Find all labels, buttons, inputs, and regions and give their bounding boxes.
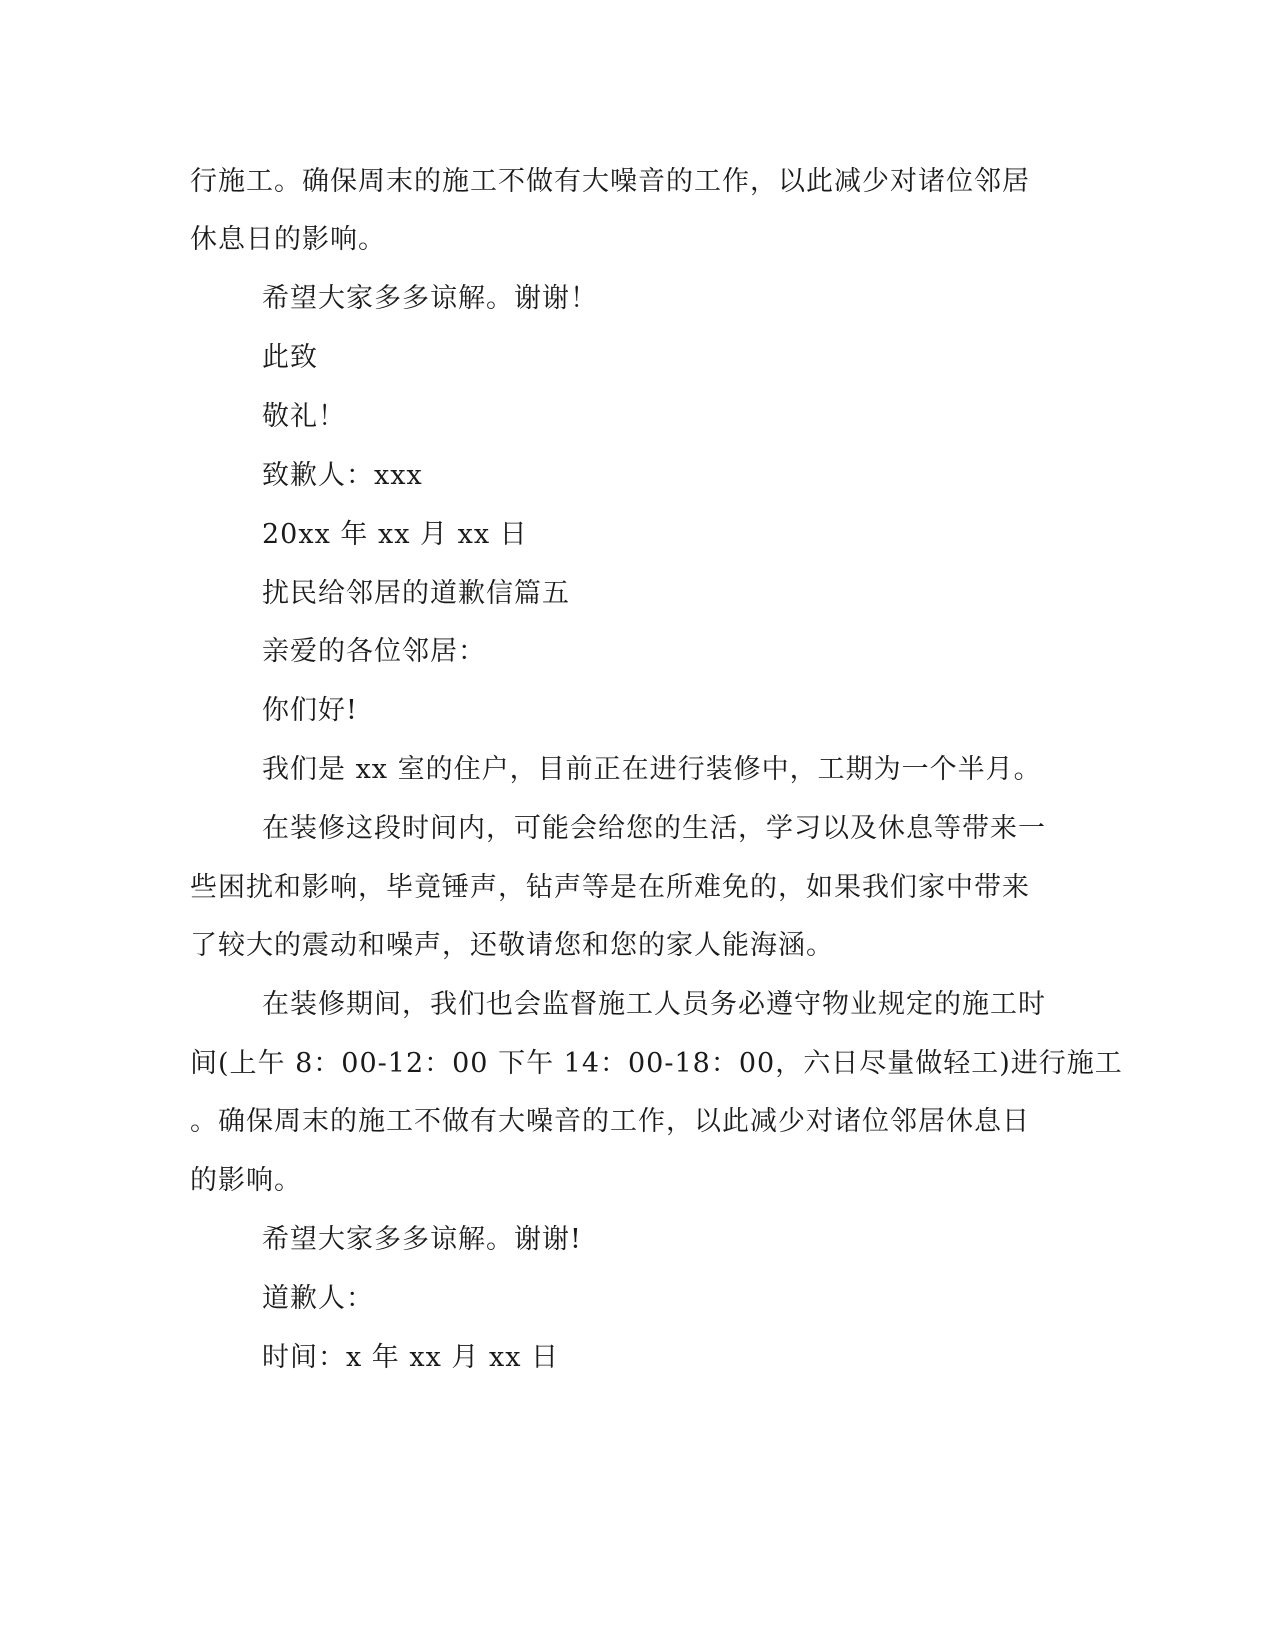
text-line-19: 希望大家多多谅解。谢谢! — [262, 1224, 582, 1255]
text-line-3: 希望大家多多谅解。谢谢！ — [262, 283, 598, 314]
section-title: 扰民给邻居的道歉信篇五 — [262, 578, 570, 609]
text-line-16: 间(上午 8：00-12：00 下午 14：00-18：00，六日尽量做轻工)进行施工 — [190, 1048, 1123, 1079]
text-line-11: 我们是 xx 室的住户，目前正在进行装修中，工期为一个半月。 — [262, 754, 1042, 785]
text-line-15: 在装修期间，我们也会监督施工人员务必遵守物业规定的施工时 — [262, 989, 1046, 1020]
closing-regards: 敬礼！ — [262, 401, 346, 432]
greeting-hello: 你们好! — [262, 695, 358, 726]
signature-name: 致歉人：xxx — [262, 460, 423, 491]
time-label: 时间：x 年 xx 月 xx 日 — [262, 1342, 560, 1373]
closing-salutation: 此致 — [262, 342, 318, 373]
greeting: 亲爱的各位邻居： — [262, 636, 486, 667]
text-line-2: 休息日的影响。 — [190, 224, 386, 255]
signature-date: 20xx 年 xx 月 xx 日 — [262, 519, 528, 550]
text-line-12: 在装修这段时间内，可能会给您的生活，学习以及休息等带来一 — [262, 813, 1046, 844]
text-line-18: 的影响。 — [190, 1165, 302, 1196]
text-line-17: 。确保周末的施工不做有大噪音的工作，以此减少对诸位邻居休息日 — [190, 1106, 1030, 1137]
apologizer-label: 道歉人： — [262, 1283, 374, 1314]
text-line-14: 了较大的震动和噪声，还敬请您和您的家人能海涵。 — [190, 930, 834, 961]
text-line-1: 行施工。确保周末的施工不做有大噪音的工作，以此减少对诸位邻居 — [190, 166, 1030, 197]
text-line-13: 些困扰和影响，毕竟锤声，钻声等是在所难免的，如果我们家中带来 — [190, 872, 1030, 903]
